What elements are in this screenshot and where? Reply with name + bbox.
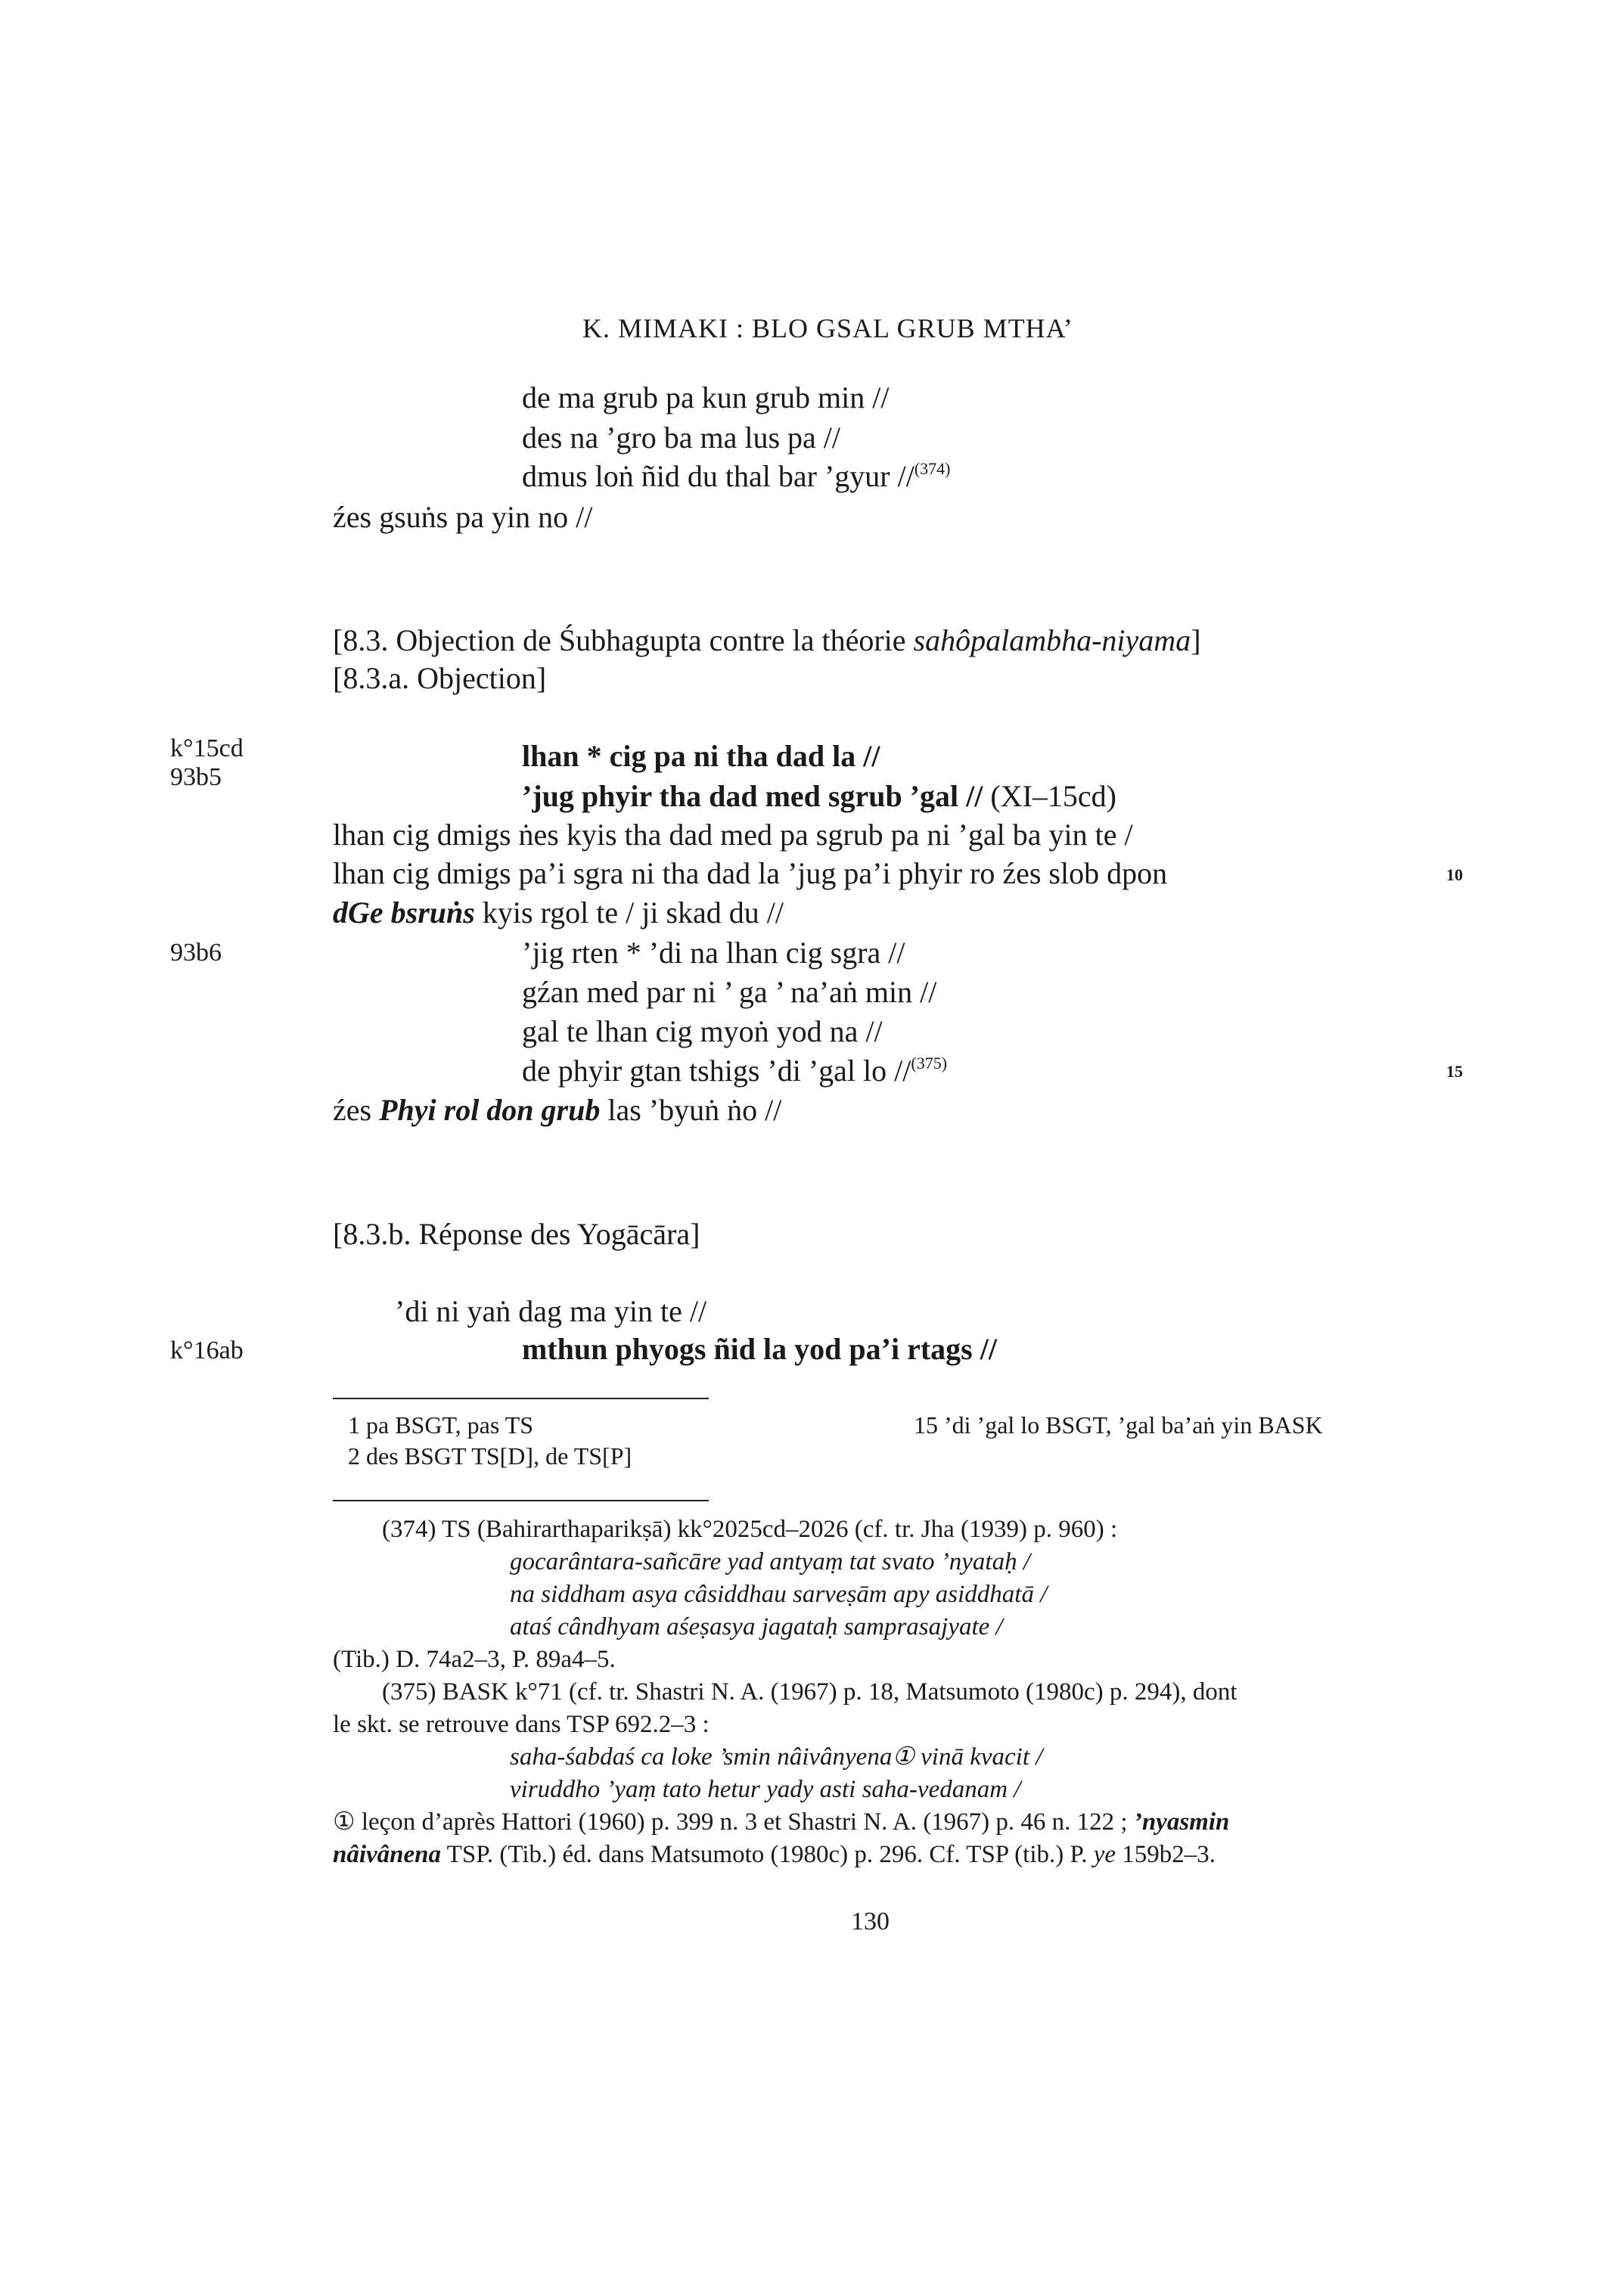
verse2-line3: gal te lhan cig myoṅ yod na // (522, 1014, 883, 1048)
margin-ref-93b5: 93b5 (170, 763, 222, 791)
apparatus-entry-1: 1 pa BSGT, pas TS (348, 1411, 534, 1439)
section-8-3-a-heading (333, 660, 546, 697)
verse2-line4-text: de phyir gtan tshigs ’di ’gal lo // (522, 1054, 911, 1088)
verse1-line3-text: dmus loṅ ñid du thal bar ’gyur // (522, 459, 914, 493)
footnote-374-tib: (Tib.) D. 74a2–3, P. 89a4–5. (333, 1646, 616, 1673)
footnote-375-head: (375) BASK k°71 (cf. tr. Shastri N. A. (1967) p. 18, Matsumoto (1980c) p. 294), dont (382, 1678, 1237, 1706)
section-8-3-text: Objection de Śubhagupta contre la théorie (396, 623, 914, 657)
karika-15-line2 (522, 778, 1116, 815)
footnote-375-comment-ye: ye (1093, 1841, 1116, 1868)
footnote-375-comment-italic2: nâivânena (333, 1841, 442, 1868)
footnote-375-comment-italic1: ’nyasmin (1133, 1808, 1230, 1836)
section-8-3-a-number: [8.3.a. (333, 661, 410, 695)
footnote-375-comment-line2 (333, 1839, 1216, 1870)
footnote-ref-375: (375) (911, 1054, 948, 1072)
section-8-3-close: ] (1191, 623, 1201, 657)
prose-line1: lhan cig dmigs ṅes kyis tha dad med pa sgrub pa ni ’gal ba yin te / (333, 818, 1133, 852)
verse1-line2: des na ’gro ba ma lus pa // (522, 421, 840, 455)
verse2-closing (333, 1092, 781, 1128)
prose-line3-rest: kyis rgol te / ji skad du // (474, 896, 784, 930)
karika-15-ref: (XI–15cd) (990, 779, 1116, 813)
margin-ref-k15cd: k°15cd (170, 734, 244, 762)
section-8-3-a-text: Objection] (417, 661, 547, 695)
prose-line3 (333, 895, 784, 931)
section-8-3-number: [8.3. (333, 623, 389, 657)
footnote-375-comment-end: 159b2–3. (1116, 1841, 1216, 1868)
apparatus-rule-top (333, 1398, 709, 1399)
apparatus-entry-15: 15 ’di ’gal lo BSGT, ’gal ba’aṅ yin BASK (914, 1411, 1323, 1439)
author-name: dGe bsruṅs (333, 896, 475, 930)
footnote-375-comment-mid: TSP. (Tib.) éd. dans Matsumoto (1980c) p. 296. Cf. TSP (tib.) P. (441, 1841, 1094, 1868)
verse1-closing: źes gsuṅs pa yin no // (333, 500, 593, 534)
margin-ref-k16ab: k°16ab (170, 1336, 244, 1364)
section-8-3-b-heading (333, 1216, 700, 1253)
apparatus-rule-bottom (333, 1500, 709, 1501)
apparatus-entry-2: 2 des BSGT TS[D], de TS[P] (348, 1442, 632, 1470)
footnote-375-verse1: saha-śabdaś ca loke ’smin nâivânyena① vinā kvacit / (510, 1743, 1043, 1771)
margin-ref-93b6: 93b6 (170, 939, 222, 967)
line-number-10: 10 (1446, 865, 1463, 884)
reply-line2: mthun phyogs ñid la yod pa’i rtags // (522, 1332, 997, 1366)
footnote-375-verse2: viruddho ’yaṃ tato hetur yady asti saha-vedanam / (510, 1776, 1021, 1803)
verse1-line1: de ma grub pa kun grub min // (522, 380, 890, 414)
section-8-3-b-number: [8.3.b. (333, 1217, 411, 1251)
verse2-closing-post: las ’byuṅ ṅo // (600, 1093, 782, 1127)
footnote-375-comment-pre: ① leçon d’après Hattori (1960) p. 399 n. 3 et Shastri N. A. (1967) p. 46 n. 122 ; (333, 1808, 1134, 1836)
section-8-3-italic: sahôpalambha-niyama (913, 623, 1191, 657)
section-8-3-b-text: Réponse des Yogācāra] (418, 1217, 700, 1251)
prose-line2: lhan cig dmigs pa’i sgra ni tha dad la ’jug pa’i phyir ro źes slob dpon (333, 856, 1168, 890)
running-header: K. MIMAKI : BLO GSAL GRUB MTHA’ (582, 313, 1073, 343)
footnote-374-verse3: ataś cândhyam aśeṣasya jagataḥ samprasajyate / (510, 1613, 1003, 1641)
section-8-3-heading (333, 622, 1201, 659)
karika-15-line2-text: ’jug phyir tha dad med sgrub ’gal // (522, 779, 983, 813)
karika-15-line1: lhan * cig pa ni tha dad la // (522, 739, 880, 773)
verse2-line2: gźan med par ni ’ ga ’ na’aṅ min // (522, 975, 937, 1009)
line-number-15: 15 (1446, 1062, 1463, 1081)
footnote-375-cont: le skt. se retrouve dans TSP 692.2–3 : (333, 1711, 710, 1738)
footnote-374-head: (374) TS (Bahirarthaparikṣā) kk°2025cd–2026 (cf. tr. Jha (1939) p. 960) : (382, 1516, 1118, 1543)
verse1-line3 (522, 458, 950, 495)
reply-line1: ’di ni yaṅ dag ma yin te // (395, 1294, 707, 1328)
footnote-374-verse2: na siddham asya câsiddhau sarveṣām apy asiddhatā / (510, 1581, 1048, 1608)
verse2-line4 (522, 1053, 947, 1089)
page-number: 130 (851, 1908, 890, 1935)
verse2-line1: ’jig rten * ’di na lhan cig sgra // (522, 936, 905, 970)
work-title: Phyi rol don grub (379, 1093, 601, 1127)
footnote-374-verse1: gocarântara-sañcāre yad antyaṃ tat svato ’nyataḥ / (510, 1548, 1031, 1575)
verse2-closing-pre: źes (333, 1093, 380, 1127)
footnote-ref-374: (374) (914, 459, 951, 478)
footnote-375-comment-line1 (333, 1807, 1229, 1837)
